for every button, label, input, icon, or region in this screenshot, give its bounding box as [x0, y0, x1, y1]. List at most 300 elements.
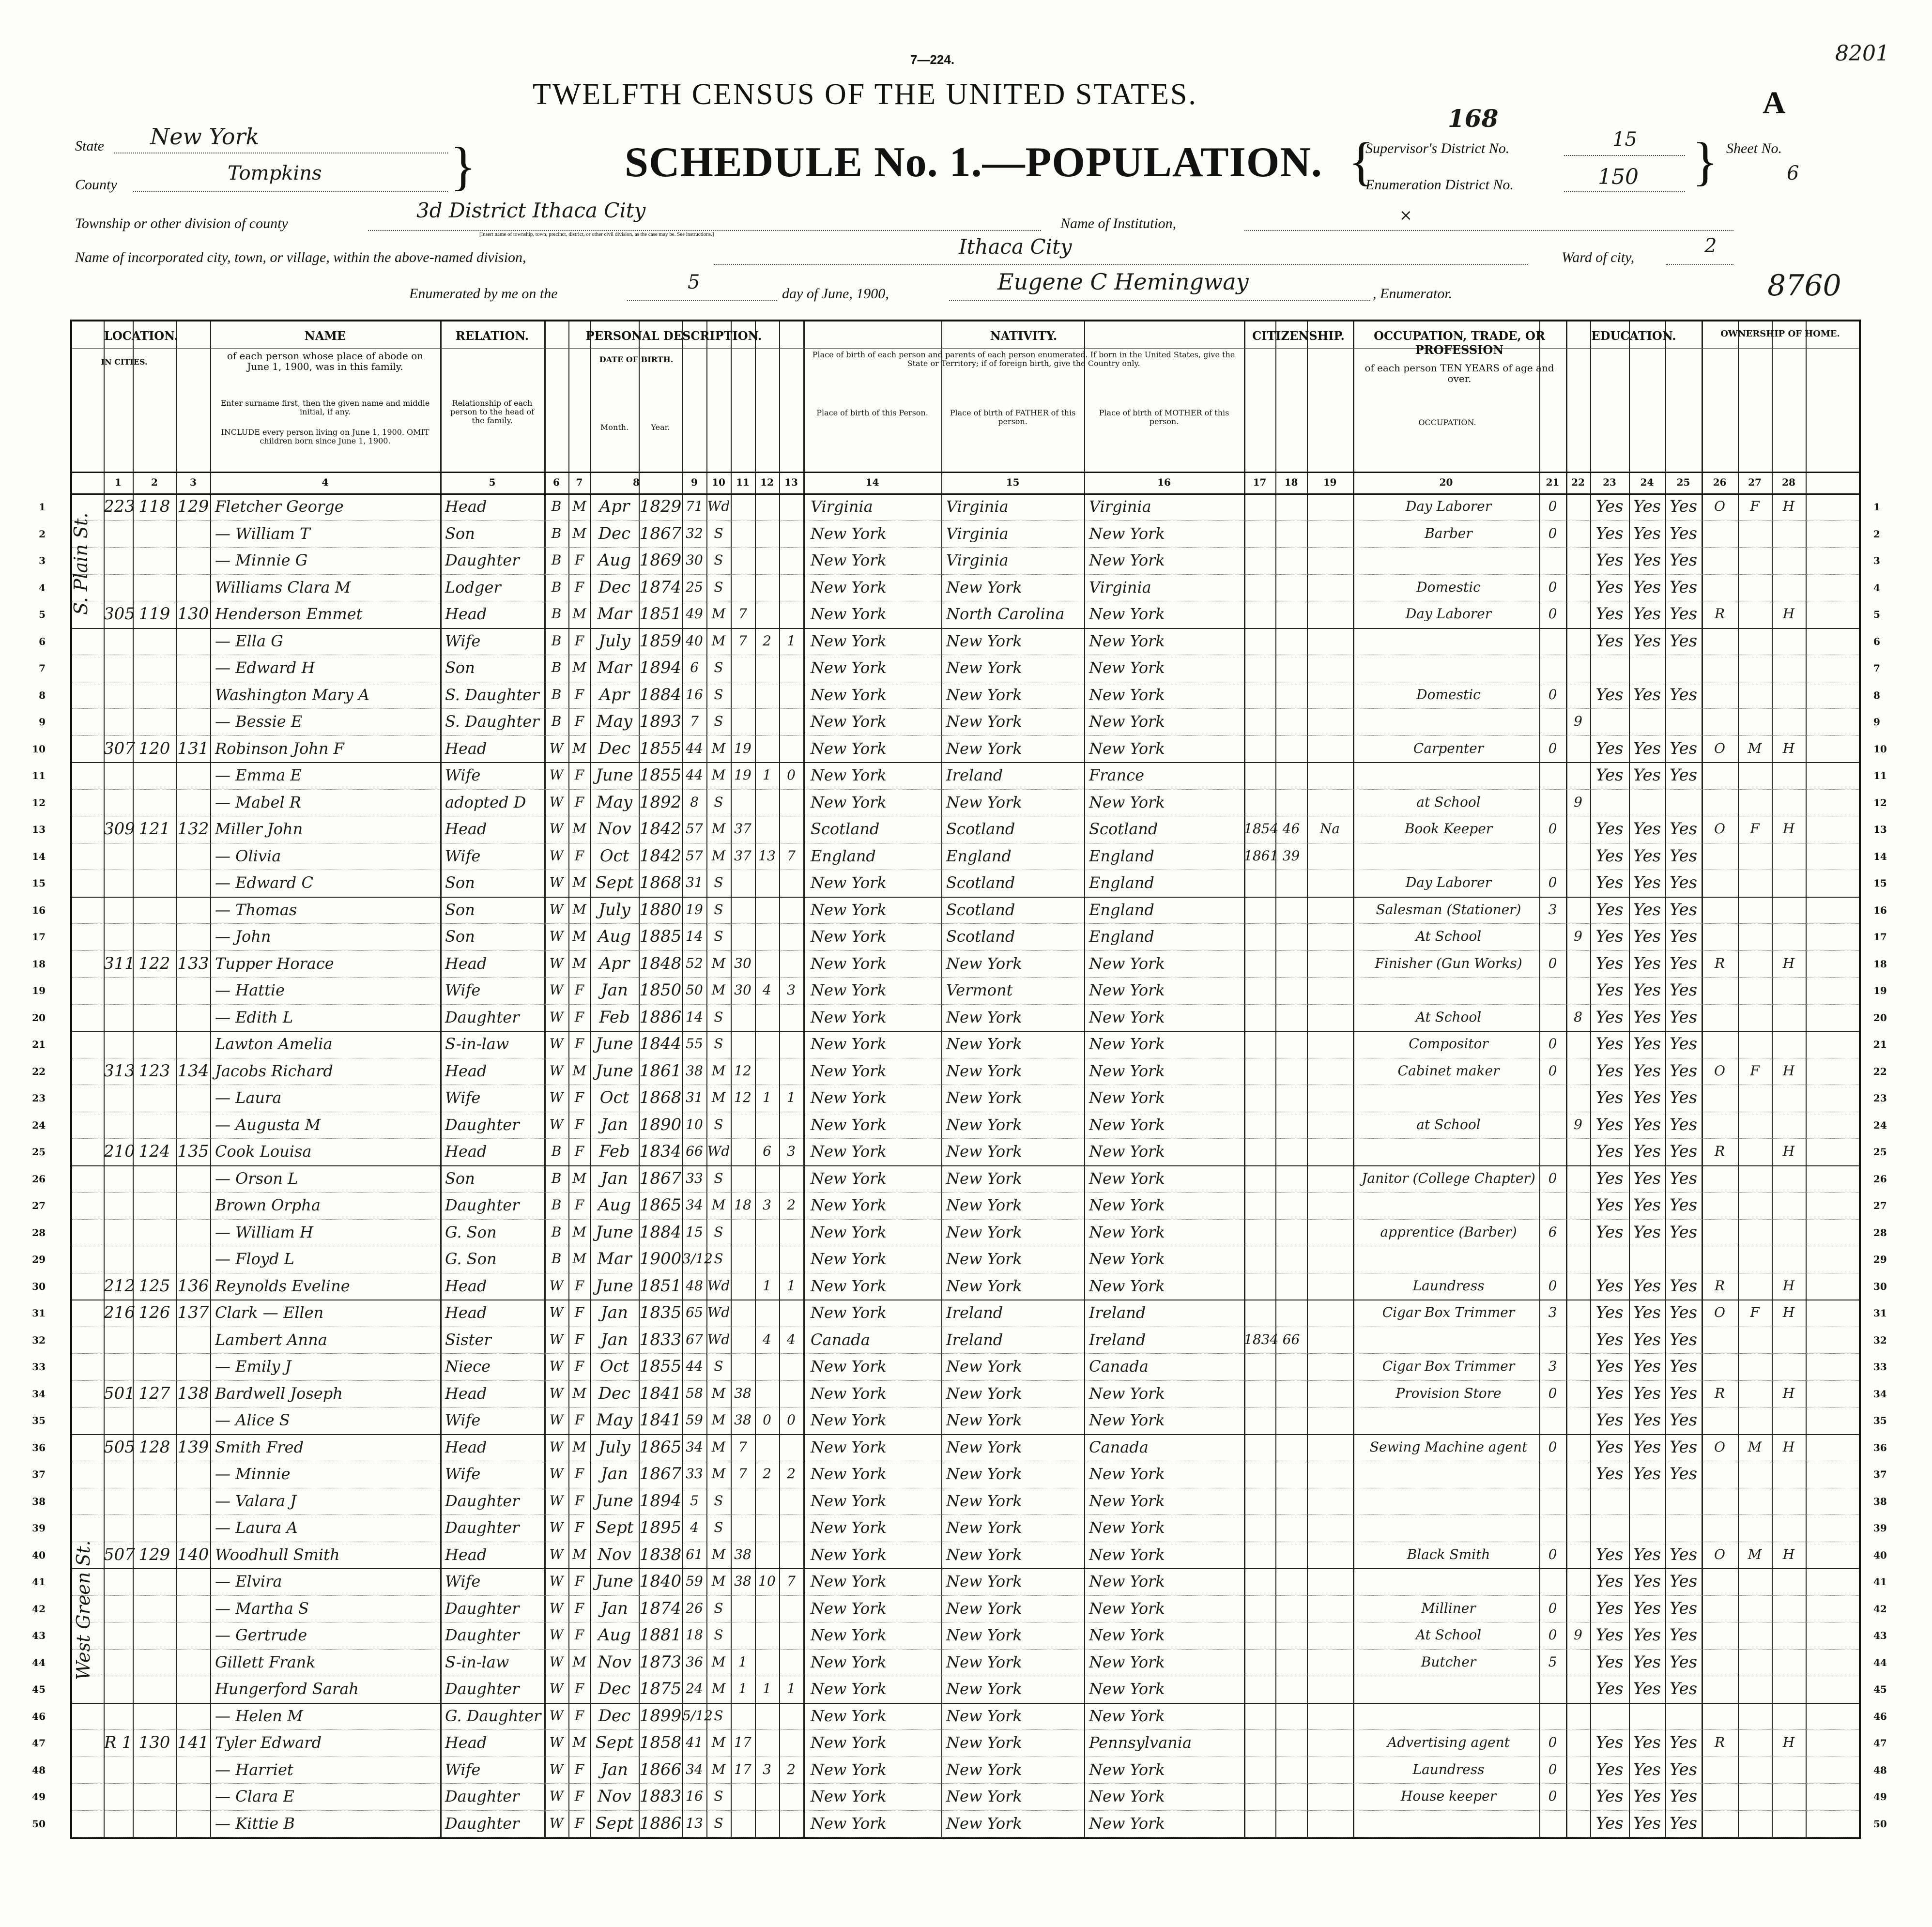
marital-status: S: [714, 1627, 723, 1643]
relation: Wife: [445, 1411, 481, 1429]
can-write: Yes: [1633, 1437, 1661, 1457]
table-row: [32, 1165, 1887, 1193]
row-number: 13: [32, 824, 46, 835]
group-ownership: OWNERSHIP OF HOME.: [1720, 329, 1840, 339]
birth-month: June: [596, 1222, 633, 1242]
birthplace-mother: New York: [1089, 981, 1165, 999]
relation: Daughter: [445, 1680, 520, 1698]
birthplace-mother: New York: [1089, 1572, 1165, 1591]
row-number: 47: [1873, 1737, 1887, 1749]
house-number: R 1: [104, 1733, 133, 1752]
birthplace-father: New York: [946, 1008, 1022, 1026]
age: 33: [686, 1170, 703, 1186]
birthplace-father: New York: [946, 1061, 1022, 1080]
birthplace-mother: New York: [1089, 954, 1165, 973]
age: 5/12: [682, 1707, 713, 1724]
months-unemployed: 0: [1548, 1036, 1557, 1052]
birthplace-father: New York: [946, 739, 1022, 758]
can-write: Yes: [1633, 577, 1661, 597]
speaks-english: Yes: [1669, 927, 1698, 946]
marital-status: M: [711, 767, 726, 783]
column-number: 11: [736, 476, 750, 488]
color-race: B: [551, 498, 562, 514]
birth-month: June: [596, 765, 633, 785]
row-number: 42: [32, 1603, 46, 1615]
family-number: 140: [177, 1545, 209, 1564]
column-number: 8: [633, 476, 640, 488]
free-mortgaged: F: [1750, 498, 1760, 514]
children-born: 1: [763, 1089, 771, 1105]
months-unemployed: 6: [1548, 1223, 1557, 1240]
age: 59: [686, 1412, 703, 1428]
marital-status: M: [711, 740, 726, 756]
marital-status: S: [714, 713, 723, 729]
months-unemployed: 0: [1548, 955, 1557, 971]
table-row: [32, 977, 1887, 1005]
age: 50: [686, 982, 703, 998]
months-school: 9: [1574, 713, 1582, 729]
column-number: 13: [784, 476, 798, 488]
birthplace-father: North Carolina: [946, 605, 1065, 623]
birth-year: 1868: [639, 1088, 682, 1107]
row-number: 43: [1873, 1630, 1887, 1641]
person-name: — William H: [215, 1223, 313, 1241]
birth-year: 1874: [639, 1598, 682, 1618]
age: 67: [686, 1331, 703, 1347]
birthplace-mother: Virginia: [1089, 497, 1151, 516]
months-school: 9: [1574, 794, 1582, 810]
birth-month: Apr: [599, 953, 630, 973]
sex: F: [574, 1519, 584, 1535]
birthplace-mother: Scotland: [1089, 820, 1158, 838]
age: 59: [686, 1573, 703, 1589]
sex: F: [574, 1277, 584, 1294]
marital-status: S: [714, 901, 723, 918]
birthplace-mother: New York: [1089, 1088, 1165, 1107]
marital-status: Wd: [707, 1277, 730, 1294]
can-write: Yes: [1633, 1813, 1661, 1833]
can-read: Yes: [1595, 1195, 1624, 1215]
birth-month: Aug: [598, 1195, 631, 1215]
color-race: W: [549, 1385, 564, 1401]
birthplace-mother: Ireland: [1089, 1303, 1146, 1322]
color-race: B: [551, 606, 562, 622]
occupation: Cigar Box Trimmer: [1382, 1304, 1515, 1320]
years-married: 37: [734, 847, 751, 864]
occupation: Cigar Box Trimmer: [1382, 1358, 1515, 1374]
can-write: Yes: [1633, 873, 1661, 892]
birth-month: Aug: [598, 1625, 631, 1645]
relation: Daughter: [445, 1196, 520, 1214]
dwelling-number: 124: [138, 1142, 170, 1161]
birth-year: 1894: [639, 1491, 682, 1511]
age: 40: [686, 632, 703, 649]
birthplace-person: New York: [811, 1384, 887, 1403]
header-line: [72, 472, 1859, 473]
row-number: 39: [32, 1522, 46, 1534]
months-unemployed: 0: [1548, 1438, 1557, 1455]
can-write: Yes: [1633, 1733, 1661, 1752]
person-name: — Emma E: [215, 766, 302, 784]
family-number: 137: [177, 1303, 209, 1322]
occupation: Compositor: [1409, 1036, 1488, 1052]
children-living: 2: [787, 1197, 796, 1213]
birthplace-person: New York: [811, 1061, 887, 1080]
birth-month: June: [596, 1034, 633, 1054]
table-row: [32, 1219, 1887, 1247]
subhead-relation: Relationship of each person to the head of the family.: [450, 398, 535, 425]
age: 30: [686, 552, 703, 568]
row-number: 2: [1873, 528, 1880, 540]
relation: Head: [445, 1384, 487, 1403]
table-row: [32, 735, 1887, 764]
months-unemployed: 0: [1548, 1600, 1557, 1616]
birth-month: Nov: [598, 1545, 631, 1564]
row-number: 30: [1873, 1280, 1887, 1292]
color-race: B: [551, 686, 562, 703]
birth-year: 1855: [639, 765, 682, 785]
children-living: 3: [787, 982, 796, 998]
birth-year: 1851: [639, 604, 682, 624]
speaks-english: Yes: [1669, 577, 1698, 597]
corner-code: 8201: [1835, 41, 1889, 66]
owned-rented: O: [1714, 1546, 1725, 1562]
relation: Son: [445, 658, 475, 677]
birthplace-person: New York: [811, 927, 887, 946]
birthplace-person: New York: [811, 1088, 887, 1107]
children-born: 2: [763, 1466, 771, 1482]
speaks-english: Yes: [1669, 873, 1698, 892]
birthplace-person: New York: [811, 1680, 887, 1698]
person-name: Henderson Emmet: [215, 605, 363, 623]
children-living: 1: [787, 1681, 796, 1697]
person-name: — Edward H: [215, 658, 315, 677]
birth-year: 1829: [639, 497, 682, 516]
birthplace-person: New York: [811, 1491, 887, 1510]
table-row: [32, 1031, 1887, 1058]
color-race: B: [551, 552, 562, 568]
marital-status: S: [714, 1707, 723, 1724]
marital-status: M: [711, 1197, 726, 1213]
can-write: Yes: [1633, 765, 1661, 785]
birthplace-father: New York: [946, 1384, 1022, 1403]
institution-label: Name of Institution,: [1060, 215, 1177, 231]
sex: F: [574, 1331, 584, 1347]
birthplace-mother: New York: [1089, 685, 1165, 704]
relation: Wife: [445, 1465, 481, 1483]
can-read: Yes: [1595, 497, 1624, 516]
row-number: 1: [1873, 501, 1880, 513]
occupation: Provision Store: [1395, 1385, 1502, 1401]
family-number: 133: [177, 953, 209, 973]
can-write: Yes: [1633, 631, 1661, 651]
color-race: W: [549, 955, 564, 971]
age: 32: [686, 525, 703, 541]
can-read: Yes: [1595, 1679, 1624, 1698]
speaks-english: Yes: [1669, 1115, 1698, 1134]
birthplace-mother: Canada: [1089, 1438, 1149, 1456]
row-number: 50: [1873, 1818, 1887, 1830]
can-write: Yes: [1633, 1383, 1661, 1403]
sex: F: [574, 1197, 584, 1213]
relation: Head: [445, 605, 487, 623]
can-write: Yes: [1633, 1007, 1661, 1027]
can-write: Yes: [1633, 900, 1661, 919]
can-read: Yes: [1595, 819, 1624, 839]
person-name: Tupper Horace: [215, 954, 334, 973]
row-number: 31: [32, 1307, 46, 1319]
row-number: 24: [1873, 1119, 1887, 1131]
years-married: 30: [734, 982, 751, 998]
person-name: Fletcher George: [215, 497, 344, 516]
months-unemployed: 0: [1548, 686, 1557, 703]
house-number: 216: [104, 1303, 135, 1322]
table-row: [39, 601, 1880, 629]
birthplace-mother: New York: [1089, 1599, 1165, 1618]
birthplace-father: Scotland: [946, 820, 1015, 838]
color-race: W: [549, 1573, 564, 1589]
birth-year: 1861: [639, 1061, 682, 1081]
birth-year: 1855: [639, 738, 682, 758]
children-born: 13: [758, 847, 776, 864]
speaks-english: Yes: [1669, 523, 1698, 543]
sex: M: [572, 1223, 586, 1240]
age: 49: [686, 606, 703, 622]
can-write: Yes: [1633, 1330, 1661, 1349]
sex: M: [572, 1170, 586, 1186]
relation: Wife: [445, 1572, 481, 1591]
can-read: Yes: [1595, 1061, 1624, 1081]
birthplace-person: Canada: [811, 1330, 870, 1349]
relation: Daughter: [445, 1115, 520, 1134]
years-married: 37: [734, 821, 751, 837]
birthplace-father: New York: [946, 1169, 1022, 1188]
color-race: W: [549, 1412, 564, 1428]
sex: F: [574, 1815, 584, 1831]
speaks-english: Yes: [1669, 551, 1698, 570]
marital-status: Wd: [707, 1331, 730, 1347]
occupation: Janitor (College Chapter): [1362, 1170, 1535, 1186]
marital-status: M: [711, 1466, 726, 1482]
table-row: [32, 843, 1887, 871]
can-read: Yes: [1595, 1222, 1624, 1242]
table-row: [32, 1542, 1887, 1570]
speaks-english: Yes: [1669, 1437, 1698, 1457]
birthplace-father: New York: [946, 1760, 1022, 1779]
birthplace-father: New York: [946, 1357, 1022, 1376]
speaks-english: Yes: [1669, 631, 1698, 651]
enum-district-label: Enumeration District No.: [1365, 177, 1514, 193]
color-race: W: [549, 982, 564, 998]
row-number: 33: [32, 1361, 46, 1373]
column-number: 1: [115, 476, 122, 488]
birth-year: 1868: [639, 873, 682, 892]
birthplace-father: New York: [946, 1680, 1022, 1698]
enumerated-day-line: [627, 283, 777, 301]
children-living: 7: [787, 1573, 796, 1589]
children-living: 0: [787, 1412, 796, 1428]
can-read: Yes: [1595, 953, 1624, 973]
age: 34: [686, 1438, 703, 1455]
birth-month: Feb: [599, 1007, 630, 1027]
birth-year: 1850: [639, 980, 682, 1000]
years-married: 30: [734, 955, 751, 971]
marital-status: S: [714, 1492, 723, 1509]
can-read: Yes: [1595, 1813, 1624, 1833]
can-read: Yes: [1595, 1357, 1624, 1376]
color-race: W: [549, 1062, 564, 1079]
table-row: [32, 1783, 1887, 1811]
table-row: [39, 520, 1880, 548]
row-number: 48: [1873, 1764, 1887, 1776]
birth-month: Jan: [601, 1759, 628, 1779]
family-number: 129: [177, 497, 209, 516]
birth-year: 1899: [639, 1706, 682, 1726]
children-born: 1: [763, 1681, 771, 1697]
color-race: B: [551, 659, 562, 675]
city-value: Ithaca City: [959, 235, 1072, 259]
table-row: [32, 1407, 1887, 1435]
sex: F: [574, 1358, 584, 1374]
dwelling-number: 120: [138, 738, 170, 758]
table-row: [32, 1380, 1887, 1408]
birth-month: May: [596, 792, 633, 812]
occupation: Day Laborer: [1405, 874, 1492, 890]
marital-status: M: [711, 821, 726, 837]
enumerated-day: 5: [688, 271, 700, 293]
can-write: Yes: [1633, 1168, 1661, 1188]
birthplace-father: New York: [946, 1491, 1022, 1510]
table-row: [32, 1757, 1887, 1784]
immigration-year: 1854: [1244, 821, 1279, 837]
children-living: 2: [787, 1761, 796, 1777]
table-row: [32, 1729, 1887, 1757]
table-row: [32, 1004, 1887, 1032]
birth-year: 1867: [639, 523, 682, 543]
row-number: 15: [32, 877, 46, 889]
age: 65: [686, 1304, 703, 1320]
row-number: 12: [1873, 796, 1887, 809]
birthplace-father: New York: [946, 1652, 1022, 1671]
months-unemployed: 0: [1548, 498, 1557, 514]
color-race: W: [549, 1653, 564, 1670]
birthplace-mother: Canada: [1089, 1357, 1149, 1376]
birthplace-mother: New York: [1089, 1276, 1165, 1295]
row-number: 15: [1873, 877, 1887, 889]
sex: F: [574, 1627, 584, 1643]
birthplace-father: New York: [946, 1518, 1022, 1537]
birth-year: 1881: [639, 1625, 682, 1645]
years-married: 7: [738, 1438, 747, 1455]
person-name: — Hattie: [215, 981, 285, 999]
birthplace-mother: New York: [1089, 1196, 1165, 1214]
farm-house: H: [1782, 1734, 1795, 1750]
can-write: Yes: [1633, 523, 1661, 543]
color-race: W: [549, 1331, 564, 1347]
birth-month: Oct: [599, 846, 629, 866]
relation: Daughter: [445, 1626, 520, 1644]
person-name: Jacobs Richard: [215, 1061, 333, 1080]
column-number: 7: [576, 476, 583, 488]
person-name: Robinson John F: [215, 739, 344, 758]
birth-year: 1894: [639, 658, 682, 677]
person-name: — Bessie E: [215, 712, 303, 731]
marital-status: M: [711, 1438, 726, 1455]
row-number: 6: [1873, 635, 1880, 647]
children-living: 1: [787, 1089, 796, 1105]
sex: F: [574, 1681, 584, 1697]
row-number: 23: [32, 1092, 46, 1104]
row-number: 16: [32, 904, 46, 916]
color-race: W: [549, 1277, 564, 1294]
birthplace-father: England: [946, 846, 1012, 865]
birth-year: 1874: [639, 577, 682, 597]
birth-month: June: [596, 1061, 633, 1081]
enumerated-mid: day of June, 1900,: [782, 286, 889, 302]
birth-year: 1848: [639, 953, 682, 973]
farm-house: H: [1782, 740, 1795, 756]
years-married: 38: [734, 1573, 751, 1589]
column-number: 26: [1713, 476, 1727, 488]
person-name: Williams Clara M: [215, 578, 351, 596]
row-number: 23: [1873, 1092, 1887, 1104]
owned-rented: O: [1714, 498, 1725, 514]
relation: Son: [445, 873, 475, 892]
marital-status: S: [714, 659, 723, 675]
marital-status: S: [714, 1358, 723, 1374]
birth-year: 1884: [639, 1222, 682, 1242]
birthplace-father: New York: [946, 685, 1022, 704]
table-row: [32, 1192, 1887, 1220]
person-name: — Laura A: [215, 1518, 298, 1537]
family-number: 136: [177, 1276, 209, 1296]
years-in-us: 39: [1282, 847, 1300, 864]
age: 25: [686, 579, 703, 595]
person-name: — Laura: [215, 1088, 282, 1107]
birth-month: May: [596, 712, 633, 731]
column-number: 28: [1782, 476, 1795, 488]
months-unemployed: 0: [1548, 1170, 1557, 1186]
occupation: at School: [1416, 794, 1481, 810]
marital-status: M: [711, 1062, 726, 1079]
birthplace-mother: England: [1089, 927, 1154, 946]
table-row: [32, 1461, 1887, 1488]
age: 19: [686, 901, 703, 918]
sex: M: [572, 901, 586, 918]
person-name: — Valara J: [215, 1491, 297, 1510]
occupation: Black Smith: [1407, 1546, 1490, 1562]
age: 14: [686, 928, 703, 944]
birthplace-father: New York: [946, 631, 1022, 650]
subhead-pob-father: Place of birth of FATHER of this person.: [950, 408, 1076, 426]
marital-status: S: [714, 579, 723, 595]
speaks-english: Yes: [1669, 1759, 1698, 1779]
farm-house: H: [1782, 1143, 1795, 1159]
marital-status: Wd: [707, 1143, 730, 1159]
table-row: [39, 493, 1880, 521]
color-race: W: [549, 794, 564, 810]
birthplace-mother: New York: [1089, 1008, 1165, 1026]
row-number: 18: [1873, 958, 1887, 970]
sex: M: [572, 1546, 586, 1562]
birth-month: Jan: [601, 980, 628, 1000]
birthplace-mother: Virginia: [1089, 578, 1151, 596]
subhead-nativity: Place of birth of each person and parents of each person enumerated. If born in the United States, give the State or Territory; if of foreign birth, give the Country only.: [812, 350, 1235, 368]
sex: M: [572, 659, 586, 675]
person-name: — Floyd L: [215, 1250, 294, 1268]
sex: M: [572, 821, 586, 837]
color-race: B: [551, 1143, 562, 1159]
